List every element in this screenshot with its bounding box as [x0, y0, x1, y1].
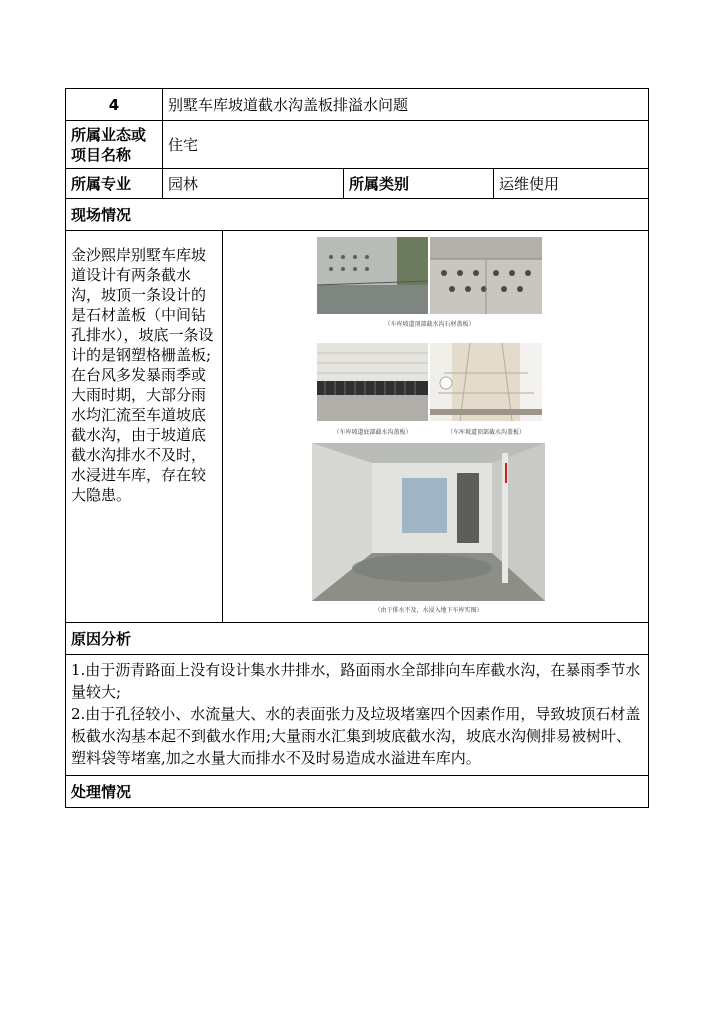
type-value: 运维使用	[494, 169, 649, 199]
situation-heading: 现场情况	[66, 199, 649, 231]
stone-cover-caption: （车库坡道顶部截水沟石材盖板）	[384, 321, 475, 328]
flooded-garage-photo	[312, 443, 545, 601]
issue-record-document	[65, 88, 648, 808]
stone-cover-wall-photo	[317, 237, 428, 314]
situation-photos	[223, 231, 649, 623]
analysis-point-1: 1.由于沥青路面上没有设计集水井排水，路面雨水全部排向车库截水沟，在暴雨季节水量较大;	[71, 661, 641, 701]
handling-heading: 处理情况	[66, 776, 649, 808]
discipline-value: 园林	[163, 169, 344, 199]
category-label-line1: 所属业态或	[71, 125, 147, 144]
top-cover-caption: （车库坡道顶部截水沟盖板）	[446, 429, 525, 436]
bottom-cover-photo	[317, 343, 428, 421]
issue-number: 4	[66, 89, 163, 121]
analysis-body	[66, 655, 649, 776]
analysis-point-2: 2.由于孔径较小、水流量大、水的表面张力及垃圾堵塞四个因素作用，导致坡顶石材盖板截水沟基本起不到截水作用;大量雨水汇集到坡底截水沟，坡底水沟侧排易被树叶、塑料袋等堵塞,加之水量大而排水不及时易造成水溢进车库内。	[71, 705, 641, 767]
category-label	[66, 121, 163, 169]
top-cover-photo	[430, 343, 542, 421]
flood-caption: （由于排水不及，水浸入地下车库实图）	[374, 607, 483, 614]
analysis-heading: 原因分析	[66, 623, 649, 655]
issue-table	[65, 88, 649, 808]
bottom-cover-caption: （车库坡道底部截水沟盖板）	[333, 429, 412, 436]
situation-description: 金沙熙岸别墅车库坡道设计有两条截水沟，坡顶一条设计的是石材盖板（中间钻孔排水），坡底一条设计的是钢塑格栅盖板;在台风多发暴雨季或大雨时期，大部分雨水均汇流至车道坡底截水沟，由于坡道底截水沟排水不及时，水浸进车库，存在较大隐患。	[66, 231, 223, 623]
category-label-line2: 项目名称	[71, 145, 132, 164]
stone-cover-closeup-photo	[430, 237, 542, 314]
issue-title: 别墅车库坡道截水沟盖板排溢水问题	[163, 89, 649, 121]
type-label: 所属类别	[344, 169, 494, 199]
discipline-label: 所属专业	[66, 169, 163, 199]
category-value: 住宅	[163, 121, 649, 169]
